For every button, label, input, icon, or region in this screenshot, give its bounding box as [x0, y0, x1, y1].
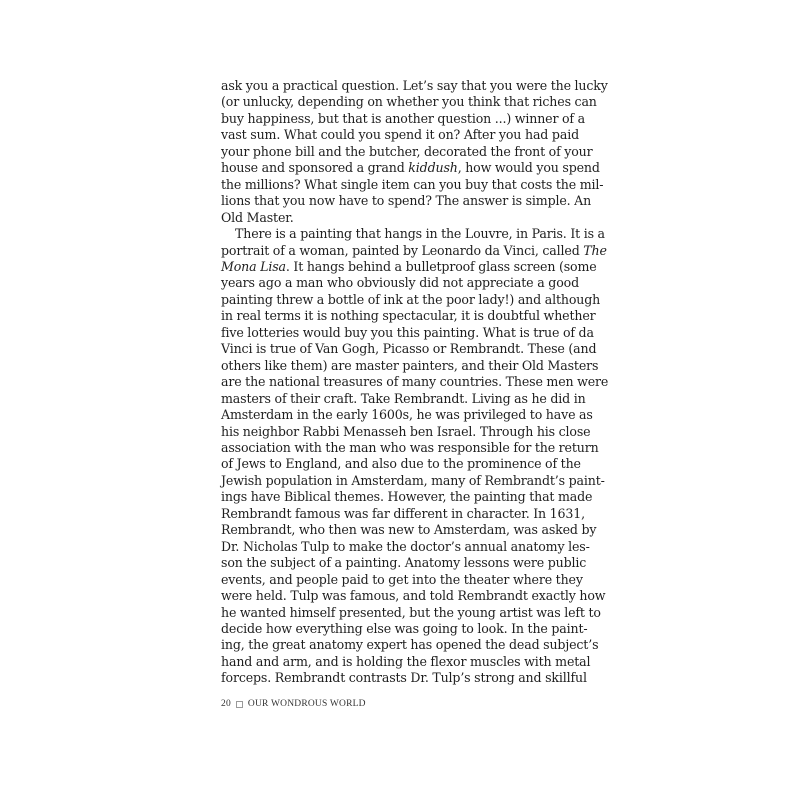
text-line: were held. Tulp was famous, and told Rembrandt exactly how [221, 588, 606, 604]
text-line: events, and people paid to get into the theater where they [221, 571, 583, 587]
text-line: Mona Lisa. It hangs behind a bulletproof glass screen (some [221, 258, 597, 274]
text-line: Jewish population in Amsterdam, many of Rembrandt’s paint- [221, 472, 605, 488]
text-line: masters of their craft. Take Rembrandt. Living as he did in [221, 390, 586, 406]
text-line: painting threw a bottle of ink at the poor lady!) and although [221, 291, 601, 307]
text-line: in real terms it is nothing spectacular, it is doubtful whether [221, 308, 596, 324]
text-line: Dr. Nicholas Tulp to make the doctor’s annual anatomy les- [221, 538, 590, 554]
text-line: ask you a practical question. Let’s say that you were the lucky [221, 78, 608, 93]
text-line: forceps. Rembrandt contrasts Dr. Tulp’s strong and skillful [221, 670, 587, 686]
text-line: house and sponsored a grand kiddush, how would you spend [221, 160, 600, 176]
paragraph [221, 226, 609, 687]
box-icon [236, 701, 243, 708]
text-line: he wanted himself presented, but the young artist was left to [221, 604, 601, 620]
text-line: (or unlucky, depending on whether you think that riches can [221, 94, 597, 110]
text-line: Vinci is true of Van Gogh, Picasso or Rembrandt. These (and [221, 341, 597, 357]
text-line: buy happiness, but that is another question ...) winner of a [221, 110, 585, 126]
text-line: Amsterdam in the early 1600s, he was privileged to have as [221, 407, 593, 423]
text-line: others like them) are master painters, and their Old Masters [221, 357, 599, 373]
text-line: There is a painting that hangs in the Louvre, in Paris. It is a [235, 226, 605, 242]
text-line: his neighbor Rabbi Menasseh ben Israel. Through his close [221, 423, 591, 439]
italic-term: Mona Lisa [221, 258, 286, 274]
text-line: Rembrandt famous was far different in character. In 1631, [221, 505, 585, 521]
text-line: lions that you now have to spend? The answer is simple. An [221, 193, 592, 209]
text-line: Old Master. [221, 209, 294, 225]
page-number: 20 [221, 699, 231, 709]
text-line: vast sum. What could you spend it on? After you had paid [221, 127, 579, 143]
running-title: OUR WONDROUS WORLD [247, 699, 366, 709]
italic-term: The [583, 242, 607, 258]
text-line: five lotteries would buy you this painting. What is true of da [221, 324, 594, 340]
text-line: portrait of a woman, painted by Leonardo da Vinci, called The [221, 242, 607, 258]
text-line: years ago a man who obviously did not appreciate a good [221, 275, 579, 291]
text-line: of Jews to England, and also due to the prominence of the [221, 456, 581, 472]
page-body [221, 78, 609, 687]
text-line: the millions? What single item can you buy that costs the mil- [221, 176, 604, 192]
text-line: son the subject of a painting. Anatomy lessons were public [221, 555, 587, 571]
text-line: hand and arm, and is holding the flexor muscles with metal [221, 653, 591, 669]
text-line: ing, the great anatomy expert has opened the dead subject’s [221, 637, 599, 653]
text-line: Rembrandt, who then was new to Amsterdam, was asked by [221, 522, 597, 538]
text-line: association with the man who was responsible for the return [221, 439, 599, 455]
text-line: your phone bill and the butcher, decorated the front of your [221, 143, 593, 159]
paragraph [221, 78, 608, 226]
italic-term: kiddush [408, 160, 458, 176]
text-line: ings have Biblical themes. However, the painting that made [221, 489, 593, 505]
text-line: decide how everything else was going to look. In the paint- [221, 620, 588, 636]
page-footer [221, 699, 366, 709]
text-line: are the national treasures of many countries. These men were [221, 374, 609, 390]
